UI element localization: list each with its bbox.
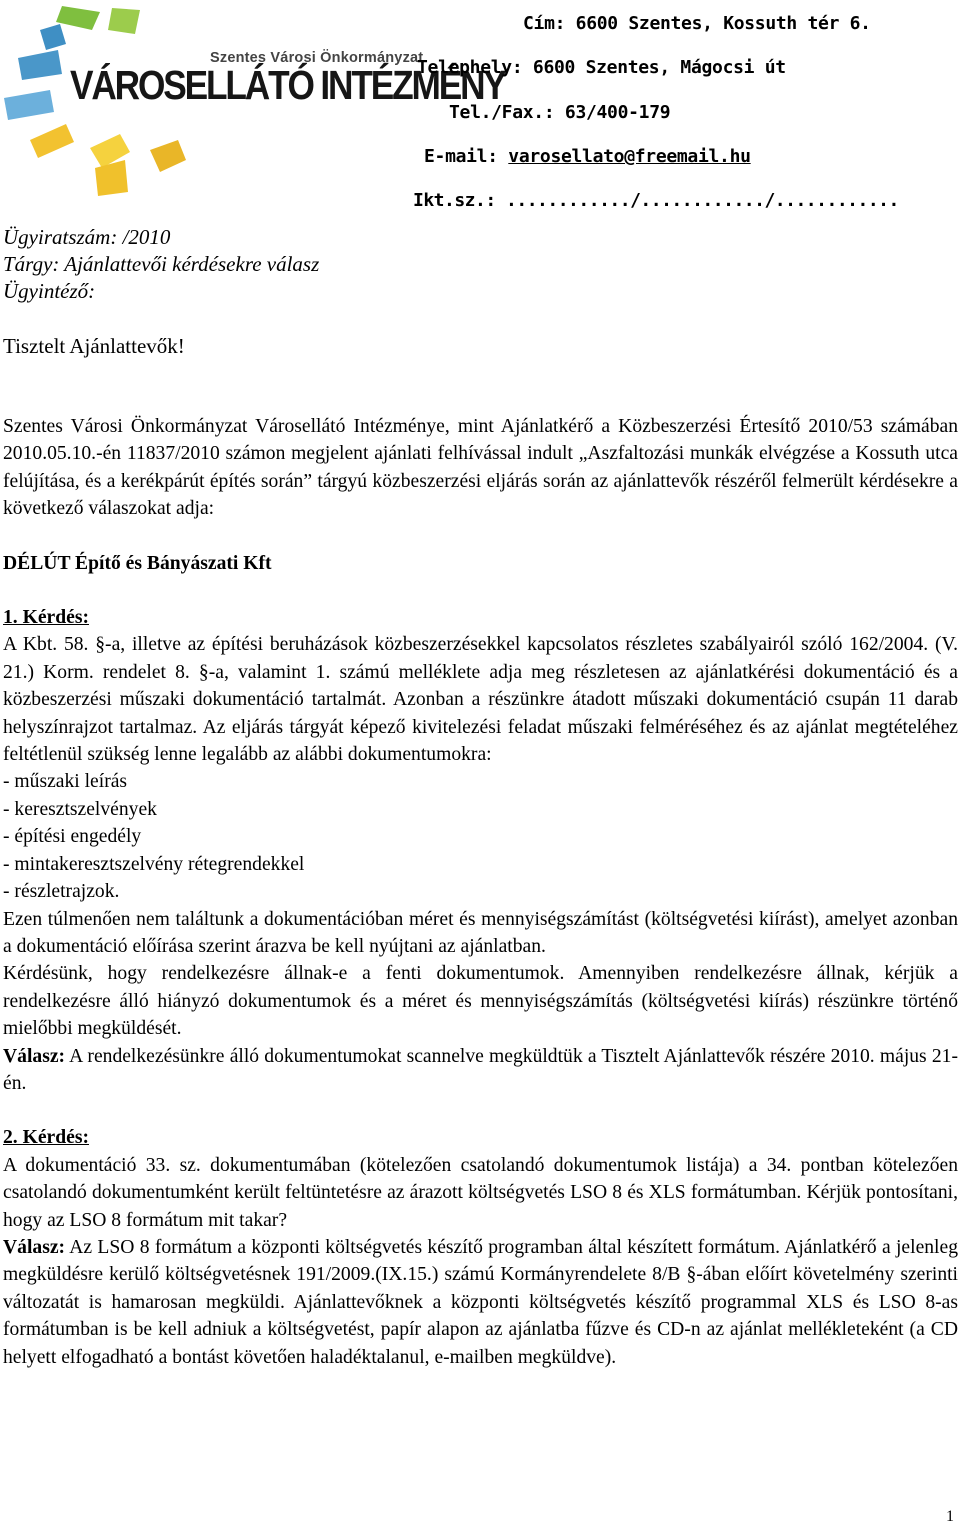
email-link[interactable]: varosellato@freemail.hu [508,146,751,167]
question-1-text-2: Ezen túlmenően nem találtunk a dokumentációban méret és mennyiségszámítást (költségvetési kiírást), amelyet azonban a dokumentáció előírása szerint árazva be kell nyújtani az ajánlatban. [3,908,958,957]
answer-1 [3,1043,958,1098]
site-line: Telephely: 6600 Szentes, Mágocsi út [417,57,786,78]
logo-org-line: Szentes Városi Önkormányzat [210,50,424,66]
address-line: Cím: 6600 Szentes, Kossuth tér 6. [523,13,871,34]
list-item: - építési engedély [3,826,142,848]
subject-line: Tárgy: Ajánlattevői kérdésekre válasz [3,252,320,276]
question-2-text: A dokumentáció 33. sz. dokumentumában (kötelezően csatolandó dokumentumok listája) a 34. pontban kötelezően csatolandó dokumentumként került feltüntetésre az árazott költségvetés LSO 8 és XLS formátumban. Kérjük pontosítani, hogy az LSO 8 formátum mit takar? [3,1154,958,1231]
answer-2-text: Az LSO 8 formátum a központi költségvetés készítő programban által készített formátum. Ajánlatkérő a jelenleg megküldésre kerülő költségvetésnek 191/2009.(IX.15.) számú Kormányrendelete 8/B §-ában előírt követelmény szerinti változatát is hamarosan megküldi. Ajánlattevőknek a központi költségvetés készítő programmal XLS és LSO 8-as formátumban is be kell adniuk a költségvetést, papír alapon az ajánlatba fűzve és CD-n az ajánlat mellékleteként (a CD helyett elfogadható a bontást követően haladéktalanul, e-mailben megküldve). [3,1236,958,1368]
question-1-text: A Kbt. 58. §-a, illetve az építési beruházások közbeszerzésekkel kapcsolatos részletes szabályairól szóló 162/2004. (V. 21.) Korm. rendelet 8. §-a, valamint 1. számú melléklete adja meg részletesen az ajánlatkérési dokumentáció és a közbeszerzési műszaki dokumentáció tartalmát. Azonban a részünkre átadott műszaki dokumentáció csupán 11 darab helyszínrajzot tartalmaz. Az eljárás tárgyát képező kivitelezési feladat műszaki felméréséhez és az ajánlat megtételéhez feltétlenül szükség lenne legalább az alábbi dokumentumokra: [3,634,958,766]
intro-paragraph: Szentes Városi Önkormányzat Városellátó Intézménye, mint Ajánlatkérő a Közbeszerzési Értesítő 2010/53 számában 2010.05.10.-én 11837/2010 számon megjelent ajánlati felhívással indult „Aszfaltozási munkák elvégzése a Kossuth utca felújítása, és a kerékpárút építés során” tárgyú közbeszerzési eljárás során az ajánlattevők részéről felmerült kérdésekre a következő válaszokat adja: [3,416,958,520]
page-number: 1 [946,1508,954,1525]
answer-1-label: Válasz: [3,1045,66,1067]
question-2-heading: 2. Kérdés: [3,1127,89,1149]
letter-body [3,413,958,1371]
salutation: Tisztelt Ajánlattevők! [3,334,185,358]
answer-1-text: A rendelkezésünkre álló dokumentumokat scannelve megküldtük a Tisztelt Ajánlattevők részére 2010. május 21-én. [3,1045,958,1094]
case-number: Ügyiratszám: /2010 [3,225,171,249]
clerk-line: Ügyintéző: [3,279,96,303]
list-item: - részletrajzok. [3,881,120,903]
logo-title: VÁROSELLÁTÓ INTÉZMÉNY [70,62,505,108]
filing-number: Ikt.sz.: ............/............/............ [413,190,899,211]
question-1-text-3: Kérdésünk, hogy rendelkezésre állnak-e a fenti dokumentumok. Amennyiben rendelkezésre állnak, kérjük a rendelkezésre álló hiányzó dokumentumok és a méret és mennyiségszámítás (költségvetési kiírás) részünkre történő mielőbbi megküldését. [3,963,958,1040]
list-item: - mintakeresztszelvény rétegrendekkel [3,853,305,875]
company-name: DÉLÚT Építő és Bányászati Kft [3,552,272,574]
email-line [424,146,751,167]
list-item: - műszaki leírás [3,771,128,793]
phone-line: Tel./Fax.: 63/400-179 [449,102,671,123]
question-1-heading: 1. Kérdés: [3,607,89,629]
list-item: - keresztszelvények [3,798,157,820]
answer-2 [3,1234,958,1371]
email-label: E-mail: [424,146,509,167]
answer-2-label: Válasz: [3,1236,66,1258]
